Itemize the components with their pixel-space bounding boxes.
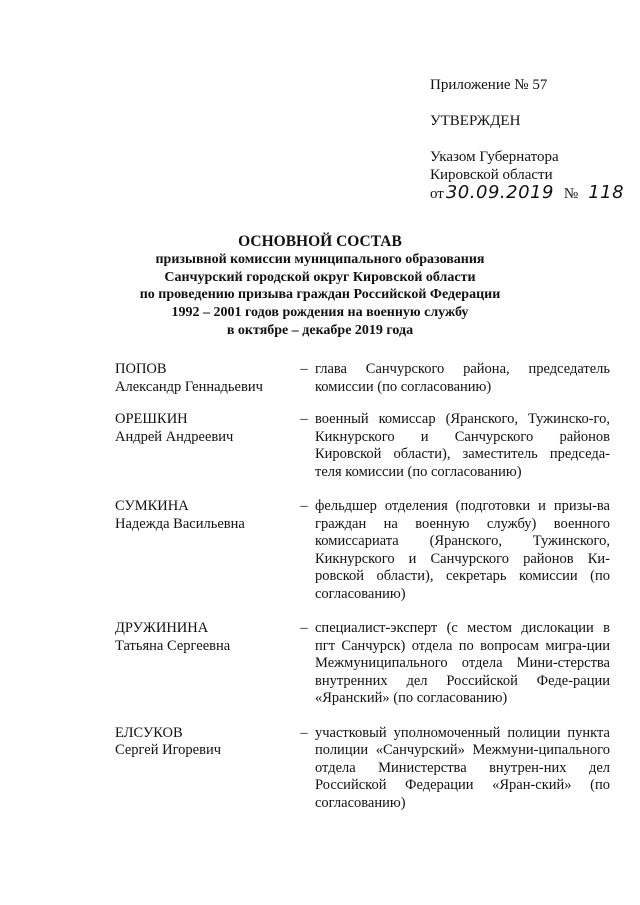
member-given-name: Андрей Андреевич <box>115 428 234 445</box>
dash-separator: – <box>300 361 308 377</box>
number-sign: № <box>563 186 579 202</box>
subtitle-line: по проведению призыва граждан Российской Федерации <box>139 287 501 303</box>
handwritten-date: 30.09.2019 <box>445 182 554 203</box>
subtitle-line: Санчурский городской округ Кировской области <box>164 269 476 285</box>
member-name <box>115 498 293 603</box>
dash-separator: – <box>300 411 308 427</box>
document-title: ОСНОВНОЙ СОСТАВ <box>238 233 402 250</box>
member-row <box>115 620 610 708</box>
member-name <box>115 725 293 813</box>
dash-separator: – <box>300 724 308 741</box>
members-list <box>115 361 610 829</box>
member-given-name: Сергей Игоревич <box>115 742 222 758</box>
member-name <box>115 620 293 708</box>
subtitle-line: 1992 – 2001 годов рождения на военную службу <box>171 305 469 321</box>
dash-separator: – <box>300 620 308 636</box>
appendix-number: Приложение № 57 <box>430 77 548 93</box>
member-given-name: Александр Геннадьевич <box>115 378 263 395</box>
member-row <box>115 361 610 396</box>
member-surname: СУМКИНА <box>115 498 189 514</box>
member-given-name: Татьяна Сергеевна <box>115 637 231 654</box>
document-subtitle <box>0 251 640 340</box>
member-name <box>115 361 293 396</box>
approval-block <box>430 76 630 203</box>
member-role: военный комиссар (Яранского, Тужинско-го, Кикнурского и Санчурского районов Кировской области), заместитель председа-теля комиссии (по согласованию) <box>315 411 610 480</box>
member-role: фельдшер отделения (подготовки и призы-ва граждан на военную службу) военного комиссариата (Яранского, Тужинского, Кикнурского и Санчурского районов Ки-ровской области), секретарь комиссии (по согласованию) <box>315 498 610 602</box>
member-surname: ЕЛСУКОВ <box>115 724 183 741</box>
member-role: участковый уполномоченный полиции пункта полиции «Санчурский» Межмуни-ципального отдела Министерства внутрен-них дел Российской Федерации «Яран-ский» (по согласованию) <box>315 724 610 811</box>
member-name <box>115 411 293 481</box>
subtitle-line: призывной комиссии муниципального образования <box>155 252 485 267</box>
member-surname: ДРУЖИНИНА <box>115 620 209 636</box>
member-surname: ОРЕШКИН <box>115 411 188 427</box>
member-role: глава Санчурского района, председатель комиссии (по согласованию) <box>315 361 610 395</box>
member-surname: ПОПОВ <box>115 361 167 377</box>
member-row <box>115 725 610 813</box>
decree-date-line <box>430 184 630 203</box>
member-given-name: Надежда Васильевна <box>115 515 245 532</box>
subtitle-line: в октябре – декабре 2019 года <box>226 322 414 338</box>
decree-line-1: Указом Губернатора <box>430 149 559 165</box>
date-prefix: от <box>430 186 444 202</box>
member-row <box>115 411 610 481</box>
member-role: специалист-эксперт (с местом дислокации в пгт Санчурск) отдела по вопросам мигра-ции Межмуниципального отдела Мини-стерства внутренних дел Российской Феде-рации «Яранский» (по согласованию) <box>315 620 610 706</box>
handwritten-number: 118 <box>588 182 625 203</box>
approved-label: УТВЕРЖДЕН <box>430 113 521 129</box>
dash-separator: – <box>300 498 308 514</box>
member-row <box>115 498 610 603</box>
decree-line-2: Кировской области <box>430 167 553 183</box>
